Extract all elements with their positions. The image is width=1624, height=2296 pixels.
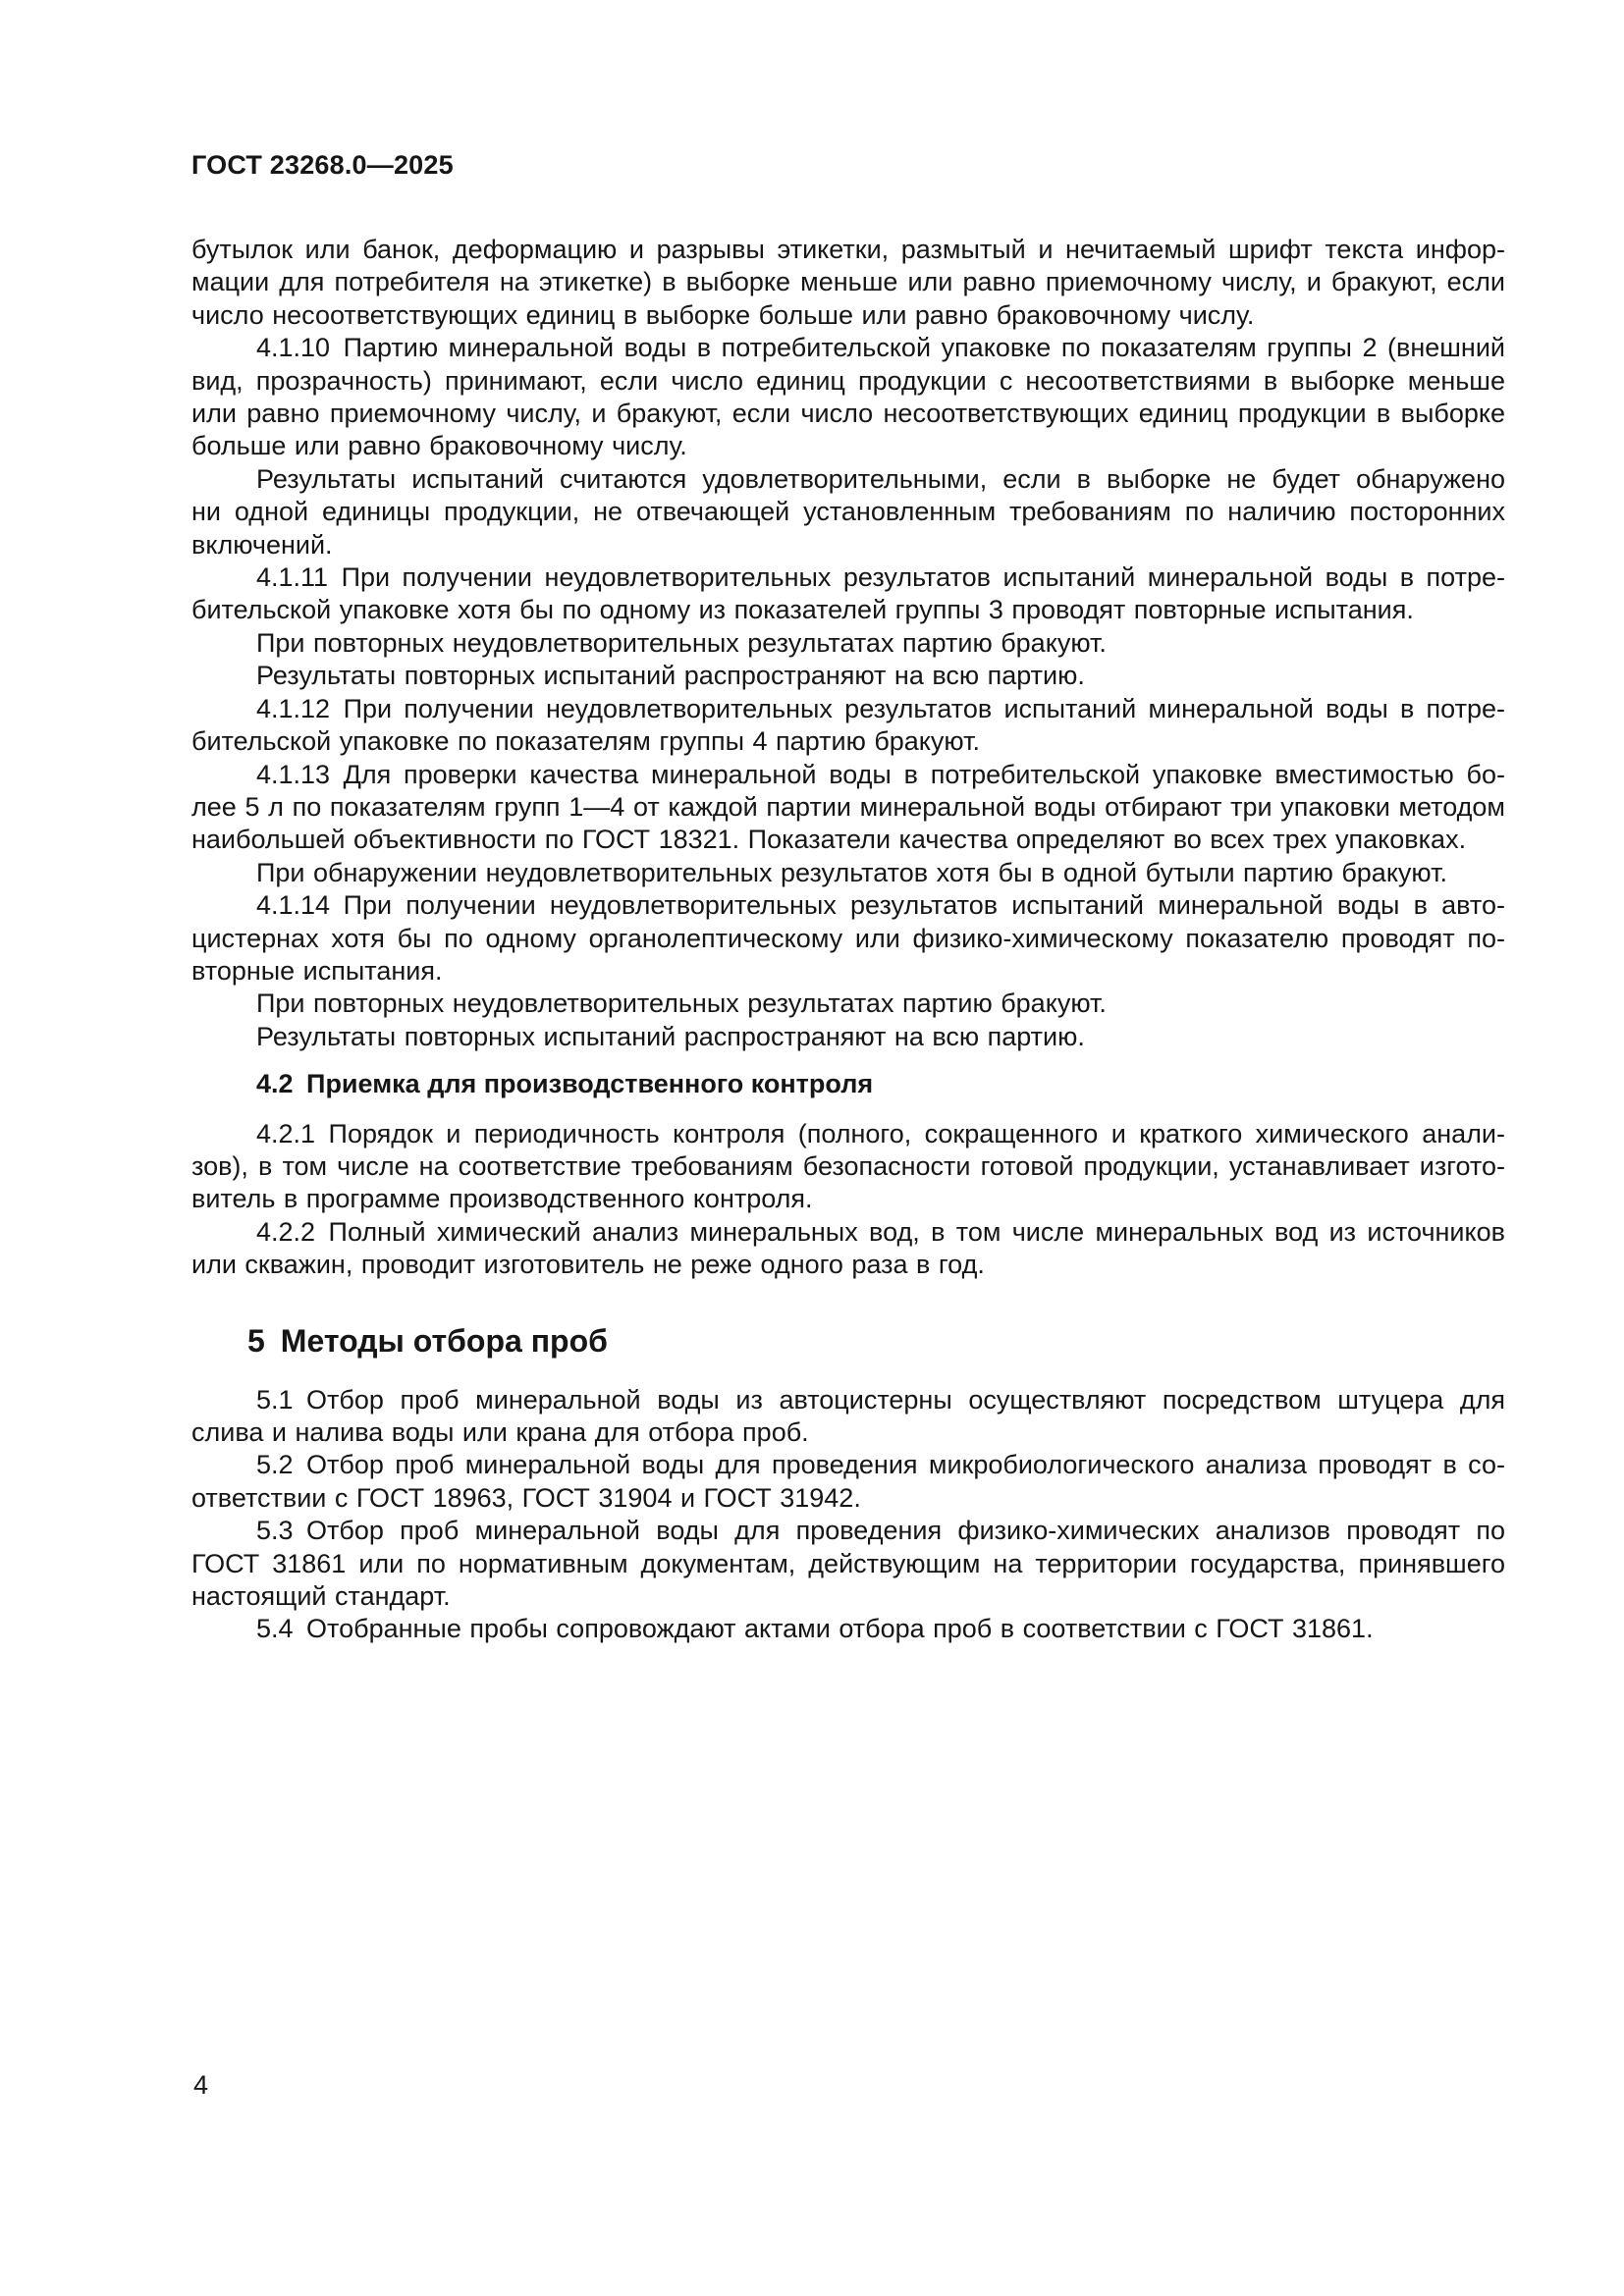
paragraph [191, 1384, 1505, 1450]
text-line: 4.1.10 Партию минеральной воды в потребительской упаковке по показателям группы 2 (внешний [256, 333, 1505, 363]
text-line: Результаты повторных испытаний распространяют на всю партию. [256, 1021, 1085, 1051]
text-line: Результаты испытаний считаются удовлетворительными, если в выборке не будет обнаружено [256, 463, 1505, 494]
paragraph [191, 660, 1505, 692]
text-line: 4.1.11 При получении неудовлетворительных результатов испытаний минеральной воды в потре- [256, 562, 1505, 593]
text-line: включений. [191, 529, 333, 560]
paragraph [191, 1515, 1505, 1613]
text-line: слива и налива воды или крана для отбора проб. [191, 1417, 809, 1447]
text-line: 4.2.2 Полный химический анализ минеральных вод, в том числе минеральных вод из источников [256, 1216, 1505, 1247]
text-line: зов), в том числе на соответствие требованиям безопасности готовой продукции, устанавливает изгото- [191, 1150, 1505, 1181]
text-line: 4.1.12 При получении неудовлетворительных результатов испытаний минеральной воды в потре- [256, 693, 1505, 723]
page-number: 4 [193, 2070, 209, 2100]
text-line: мации для потребителя на этикетке) в выборке меньше или равно приемочному числу, и бракуют, если [191, 267, 1505, 297]
paragraph [191, 889, 1505, 988]
paragraph [191, 627, 1505, 660]
paragraph [191, 1216, 1505, 1282]
paragraph [191, 1613, 1505, 1645]
text-line: При обнаружении неудовлетворительных результатов хотя бы в одной бутыли партию бракуют. [256, 857, 1447, 887]
text-line: бительской упаковке хотя бы по одному из показателей группы 3 проводят повторные испытания. [191, 595, 1414, 625]
paragraph [191, 693, 1505, 759]
text-line: 5.2 Отбор проб минеральной воды для проведения микробиологического анализа проводят в со- [256, 1450, 1505, 1480]
document-content [191, 234, 1505, 1646]
text-line: вторные испытания. [191, 955, 443, 986]
text-line: 5.3 Отбор проб минеральной воды для проведения физико-химических анализов проводят по [256, 1516, 1505, 1546]
text-line: При повторных неудовлетворительных результатах партию бракуют. [256, 988, 1107, 1019]
running-header: ГОСТ 23268.0—2025 [191, 150, 454, 180]
paragraph [191, 988, 1505, 1020]
text-line: настоящий стандарт. [191, 1581, 451, 1612]
text-line: 5.1 Отбор проб минеральной воды из автоцистерны осуществляют посредством штуцера для [256, 1384, 1505, 1415]
subsection-heading: 4.2 Приемка для производственного контроля [256, 1069, 874, 1099]
paragraph [191, 759, 1505, 857]
text-line: ни одной единицы продукции, не отвечающей установленным требованиям по наличию посторонних [191, 497, 1505, 527]
paragraph [191, 1021, 1505, 1053]
section-heading: 5 Методы отбора проб [247, 1322, 608, 1359]
text-line: бутылок или банок, деформацию и разрывы этикетки, размытый и нечитаемый шрифт текста инфор- [191, 235, 1505, 264]
text-line: 4.1.14 При получении неудовлетворительных результатов испытаний минеральной воды в авто- [256, 890, 1505, 921]
text-line: ответствии с ГОСТ 18963, ГОСТ 31904 и ГОСТ 31942. [191, 1482, 861, 1513]
text-line: лее 5 л по показателям групп 1—4 от каждой партии минеральной воды отбирают три упаковки методом [191, 791, 1505, 822]
text-line: 4.1.13 Для проверки качества минеральной воды в потребительской упаковке вместимостью бо- [256, 759, 1505, 789]
text-line: витель в программе производственного контроля. [191, 1184, 813, 1214]
text-line: наибольшей объективности по ГОСТ 18321. Показатели качества определяют во всех трех упаковках. [191, 825, 1467, 855]
text-line: При повторных неудовлетворительных результатах партию бракуют. [256, 627, 1107, 658]
paragraph [191, 1118, 1505, 1216]
text-line: вид, прозрачность) принимают, если число единиц продукции с несоответствиями в выборке меньше [191, 365, 1505, 396]
text-line: число несоответствующих единиц в выборке больше или равно браковочному числу. [191, 299, 1255, 330]
text-line: ГОСТ 31861 или по нормативным документам, действующим на территории государства, принявшего [191, 1548, 1505, 1578]
text-line: бительской упаковке по показателям группы 4 партию бракуют. [191, 726, 980, 757]
text-line: больше или равно браковочному числу. [191, 431, 687, 461]
paragraph [191, 463, 1505, 561]
text-line: 4.2.1 Порядок и периодичность контроля (полного, сокращенного и краткого химического анали- [256, 1118, 1505, 1148]
text-line: или скважин, проводит изготовитель не реже одного раза в год. [191, 1250, 985, 1280]
paragraph [191, 1449, 1505, 1515]
document-content-column [191, 0, 1505, 1646]
text-line: 5.4 Отобранные пробы сопровождают актами отбора проб в соответствии с ГОСТ 31861. [256, 1614, 1374, 1644]
text-line: цистернах хотя бы по одному органолептическому или физико-химическому показателю проводят по- [191, 923, 1505, 953]
text-line: или равно приемочному числу, и бракуют, если число несоответствующих единиц продукции в выборке [191, 399, 1505, 429]
paragraph [191, 234, 1505, 332]
paragraph [191, 561, 1505, 627]
text-line: Результаты повторных испытаний распространяют на всю партию. [256, 661, 1085, 691]
paragraph [191, 332, 1505, 463]
paragraph [191, 857, 1505, 889]
